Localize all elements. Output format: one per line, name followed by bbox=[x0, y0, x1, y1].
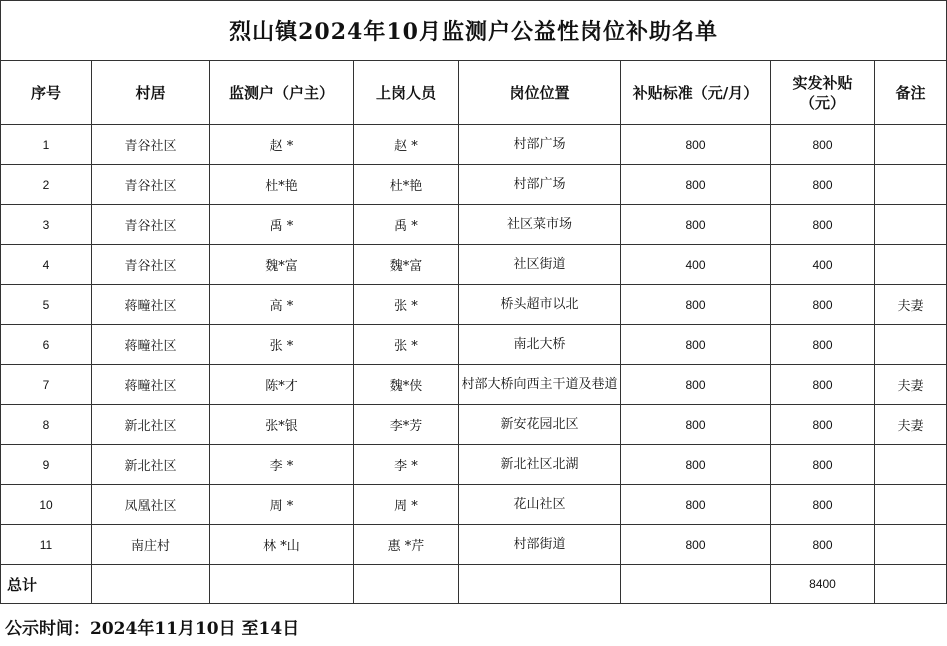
cell-remark: 夫妻 bbox=[875, 285, 947, 325]
total-blank-2 bbox=[210, 565, 354, 604]
cell-position: 村部广场 bbox=[459, 165, 621, 205]
cell-worker: 张 * bbox=[354, 285, 459, 325]
header-remark: 备注 bbox=[875, 61, 947, 125]
header-standard: 补贴标准（元/月） bbox=[621, 61, 771, 125]
header-household: 监测户（户主） bbox=[210, 61, 354, 125]
cell-remark bbox=[875, 245, 947, 285]
total-blank-1 bbox=[92, 565, 210, 604]
cell-position: 新北社区北湖 bbox=[459, 445, 621, 485]
cell-household: 张*银 bbox=[210, 405, 354, 445]
cell-worker: 惠 *芹 bbox=[354, 525, 459, 565]
cell-worker: 张 * bbox=[354, 325, 459, 365]
cell-position: 村部街道 bbox=[459, 525, 621, 565]
notice-text: 公示时间：2024年11月10日 至14日 bbox=[5, 619, 300, 639]
cell-remark: 夫妻 bbox=[875, 405, 947, 445]
cell-household: 陈*才 bbox=[210, 365, 354, 405]
cell-remark bbox=[875, 165, 947, 205]
cell-remark bbox=[875, 125, 947, 165]
header-position: 岗位位置 bbox=[459, 61, 621, 125]
cell-seq: 1 bbox=[1, 125, 92, 165]
cell-village: 新北社区 bbox=[92, 405, 210, 445]
cell-household: 禹 * bbox=[210, 205, 354, 245]
cell-household: 林 *山 bbox=[210, 525, 354, 565]
table-row bbox=[1, 165, 947, 205]
cell-village: 青谷社区 bbox=[92, 205, 210, 245]
cell-standard: 800 bbox=[621, 205, 771, 245]
cell-household: 杜*艳 bbox=[210, 165, 354, 205]
table-row bbox=[1, 125, 947, 165]
cell-worker: 魏*侠 bbox=[354, 365, 459, 405]
cell-standard: 800 bbox=[621, 445, 771, 485]
cell-actual: 800 bbox=[771, 325, 875, 365]
total-blank-4 bbox=[459, 565, 621, 604]
cell-actual: 800 bbox=[771, 285, 875, 325]
table-row bbox=[1, 485, 947, 525]
cell-standard: 800 bbox=[621, 125, 771, 165]
total-actual: 8400 bbox=[771, 565, 875, 604]
cell-position: 花山社区 bbox=[459, 485, 621, 525]
total-row bbox=[1, 565, 947, 604]
cell-village: 新北社区 bbox=[92, 445, 210, 485]
cell-standard: 800 bbox=[621, 525, 771, 565]
cell-standard: 800 bbox=[621, 365, 771, 405]
header-worker: 上岗人员 bbox=[354, 61, 459, 125]
cell-actual: 800 bbox=[771, 405, 875, 445]
cell-seq: 9 bbox=[1, 445, 92, 485]
header-actual: 实发补贴（元） bbox=[771, 61, 875, 125]
cell-position: 新安花园北区 bbox=[459, 405, 621, 445]
cell-standard: 400 bbox=[621, 245, 771, 285]
table-row bbox=[1, 365, 947, 405]
cell-village: 蒋疃社区 bbox=[92, 325, 210, 365]
cell-actual: 800 bbox=[771, 485, 875, 525]
cell-remark bbox=[875, 205, 947, 245]
cell-standard: 800 bbox=[621, 325, 771, 365]
cell-actual: 400 bbox=[771, 245, 875, 285]
cell-household: 魏*富 bbox=[210, 245, 354, 285]
table-title: 烈山镇2024年10月监测户公益性岗位补助名单 bbox=[1, 1, 947, 61]
cell-household: 张 * bbox=[210, 325, 354, 365]
cell-village: 青谷社区 bbox=[92, 165, 210, 205]
cell-seq: 11 bbox=[1, 525, 92, 565]
cell-actual: 800 bbox=[771, 165, 875, 205]
table-row bbox=[1, 525, 947, 565]
cell-position: 村部广场 bbox=[459, 125, 621, 165]
cell-household: 高 * bbox=[210, 285, 354, 325]
cell-remark bbox=[875, 525, 947, 565]
cell-remark bbox=[875, 445, 947, 485]
cell-actual: 800 bbox=[771, 205, 875, 245]
cell-seq: 4 bbox=[1, 245, 92, 285]
cell-standard: 800 bbox=[621, 485, 771, 525]
cell-seq: 8 bbox=[1, 405, 92, 445]
total-blank-3 bbox=[354, 565, 459, 604]
cell-remark bbox=[875, 325, 947, 365]
cell-worker: 禹 * bbox=[354, 205, 459, 245]
cell-position: 桥头超市以北 bbox=[459, 285, 621, 325]
cell-seq: 6 bbox=[1, 325, 92, 365]
cell-seq: 2 bbox=[1, 165, 92, 205]
total-blank-5 bbox=[621, 565, 771, 604]
header-row bbox=[1, 61, 947, 125]
cell-actual: 800 bbox=[771, 445, 875, 485]
cell-actual: 800 bbox=[771, 525, 875, 565]
cell-worker: 魏*富 bbox=[354, 245, 459, 285]
cell-household: 赵 * bbox=[210, 125, 354, 165]
cell-actual: 800 bbox=[771, 125, 875, 165]
header-village: 村居 bbox=[92, 61, 210, 125]
cell-worker: 李 * bbox=[354, 445, 459, 485]
cell-village: 蒋疃社区 bbox=[92, 365, 210, 405]
cell-village: 青谷社区 bbox=[92, 125, 210, 165]
cell-worker: 周 * bbox=[354, 485, 459, 525]
cell-remark: 夫妻 bbox=[875, 365, 947, 405]
cell-village: 青谷社区 bbox=[92, 245, 210, 285]
cell-village: 凤凰社区 bbox=[92, 485, 210, 525]
table-row bbox=[1, 245, 947, 285]
cell-position: 社区菜市场 bbox=[459, 205, 621, 245]
cell-seq: 3 bbox=[1, 205, 92, 245]
table-row bbox=[1, 445, 947, 485]
header-seq: 序号 bbox=[1, 61, 92, 125]
cell-worker: 李*芳 bbox=[354, 405, 459, 445]
cell-seq: 5 bbox=[1, 285, 92, 325]
cell-seq: 10 bbox=[1, 485, 92, 525]
table-row bbox=[1, 285, 947, 325]
cell-worker: 杜*艳 bbox=[354, 165, 459, 205]
total-blank-6 bbox=[875, 565, 947, 604]
cell-household: 周 * bbox=[210, 485, 354, 525]
cell-standard: 800 bbox=[621, 285, 771, 325]
table-row bbox=[1, 405, 947, 445]
cell-standard: 800 bbox=[621, 405, 771, 445]
cell-worker: 赵 * bbox=[354, 125, 459, 165]
cell-position: 南北大桥 bbox=[459, 325, 621, 365]
cell-position: 社区街道 bbox=[459, 245, 621, 285]
cell-village: 蒋疃社区 bbox=[92, 285, 210, 325]
cell-household: 李 * bbox=[210, 445, 354, 485]
total-label: 总计 bbox=[1, 565, 92, 604]
cell-remark bbox=[875, 485, 947, 525]
cell-position: 村部大桥向西主干道及巷道 bbox=[459, 365, 621, 405]
table-row bbox=[1, 205, 947, 245]
cell-actual: 800 bbox=[771, 365, 875, 405]
cell-standard: 800 bbox=[621, 165, 771, 205]
cell-seq: 7 bbox=[1, 365, 92, 405]
table-row bbox=[1, 325, 947, 365]
cell-village: 南庄村 bbox=[92, 525, 210, 565]
